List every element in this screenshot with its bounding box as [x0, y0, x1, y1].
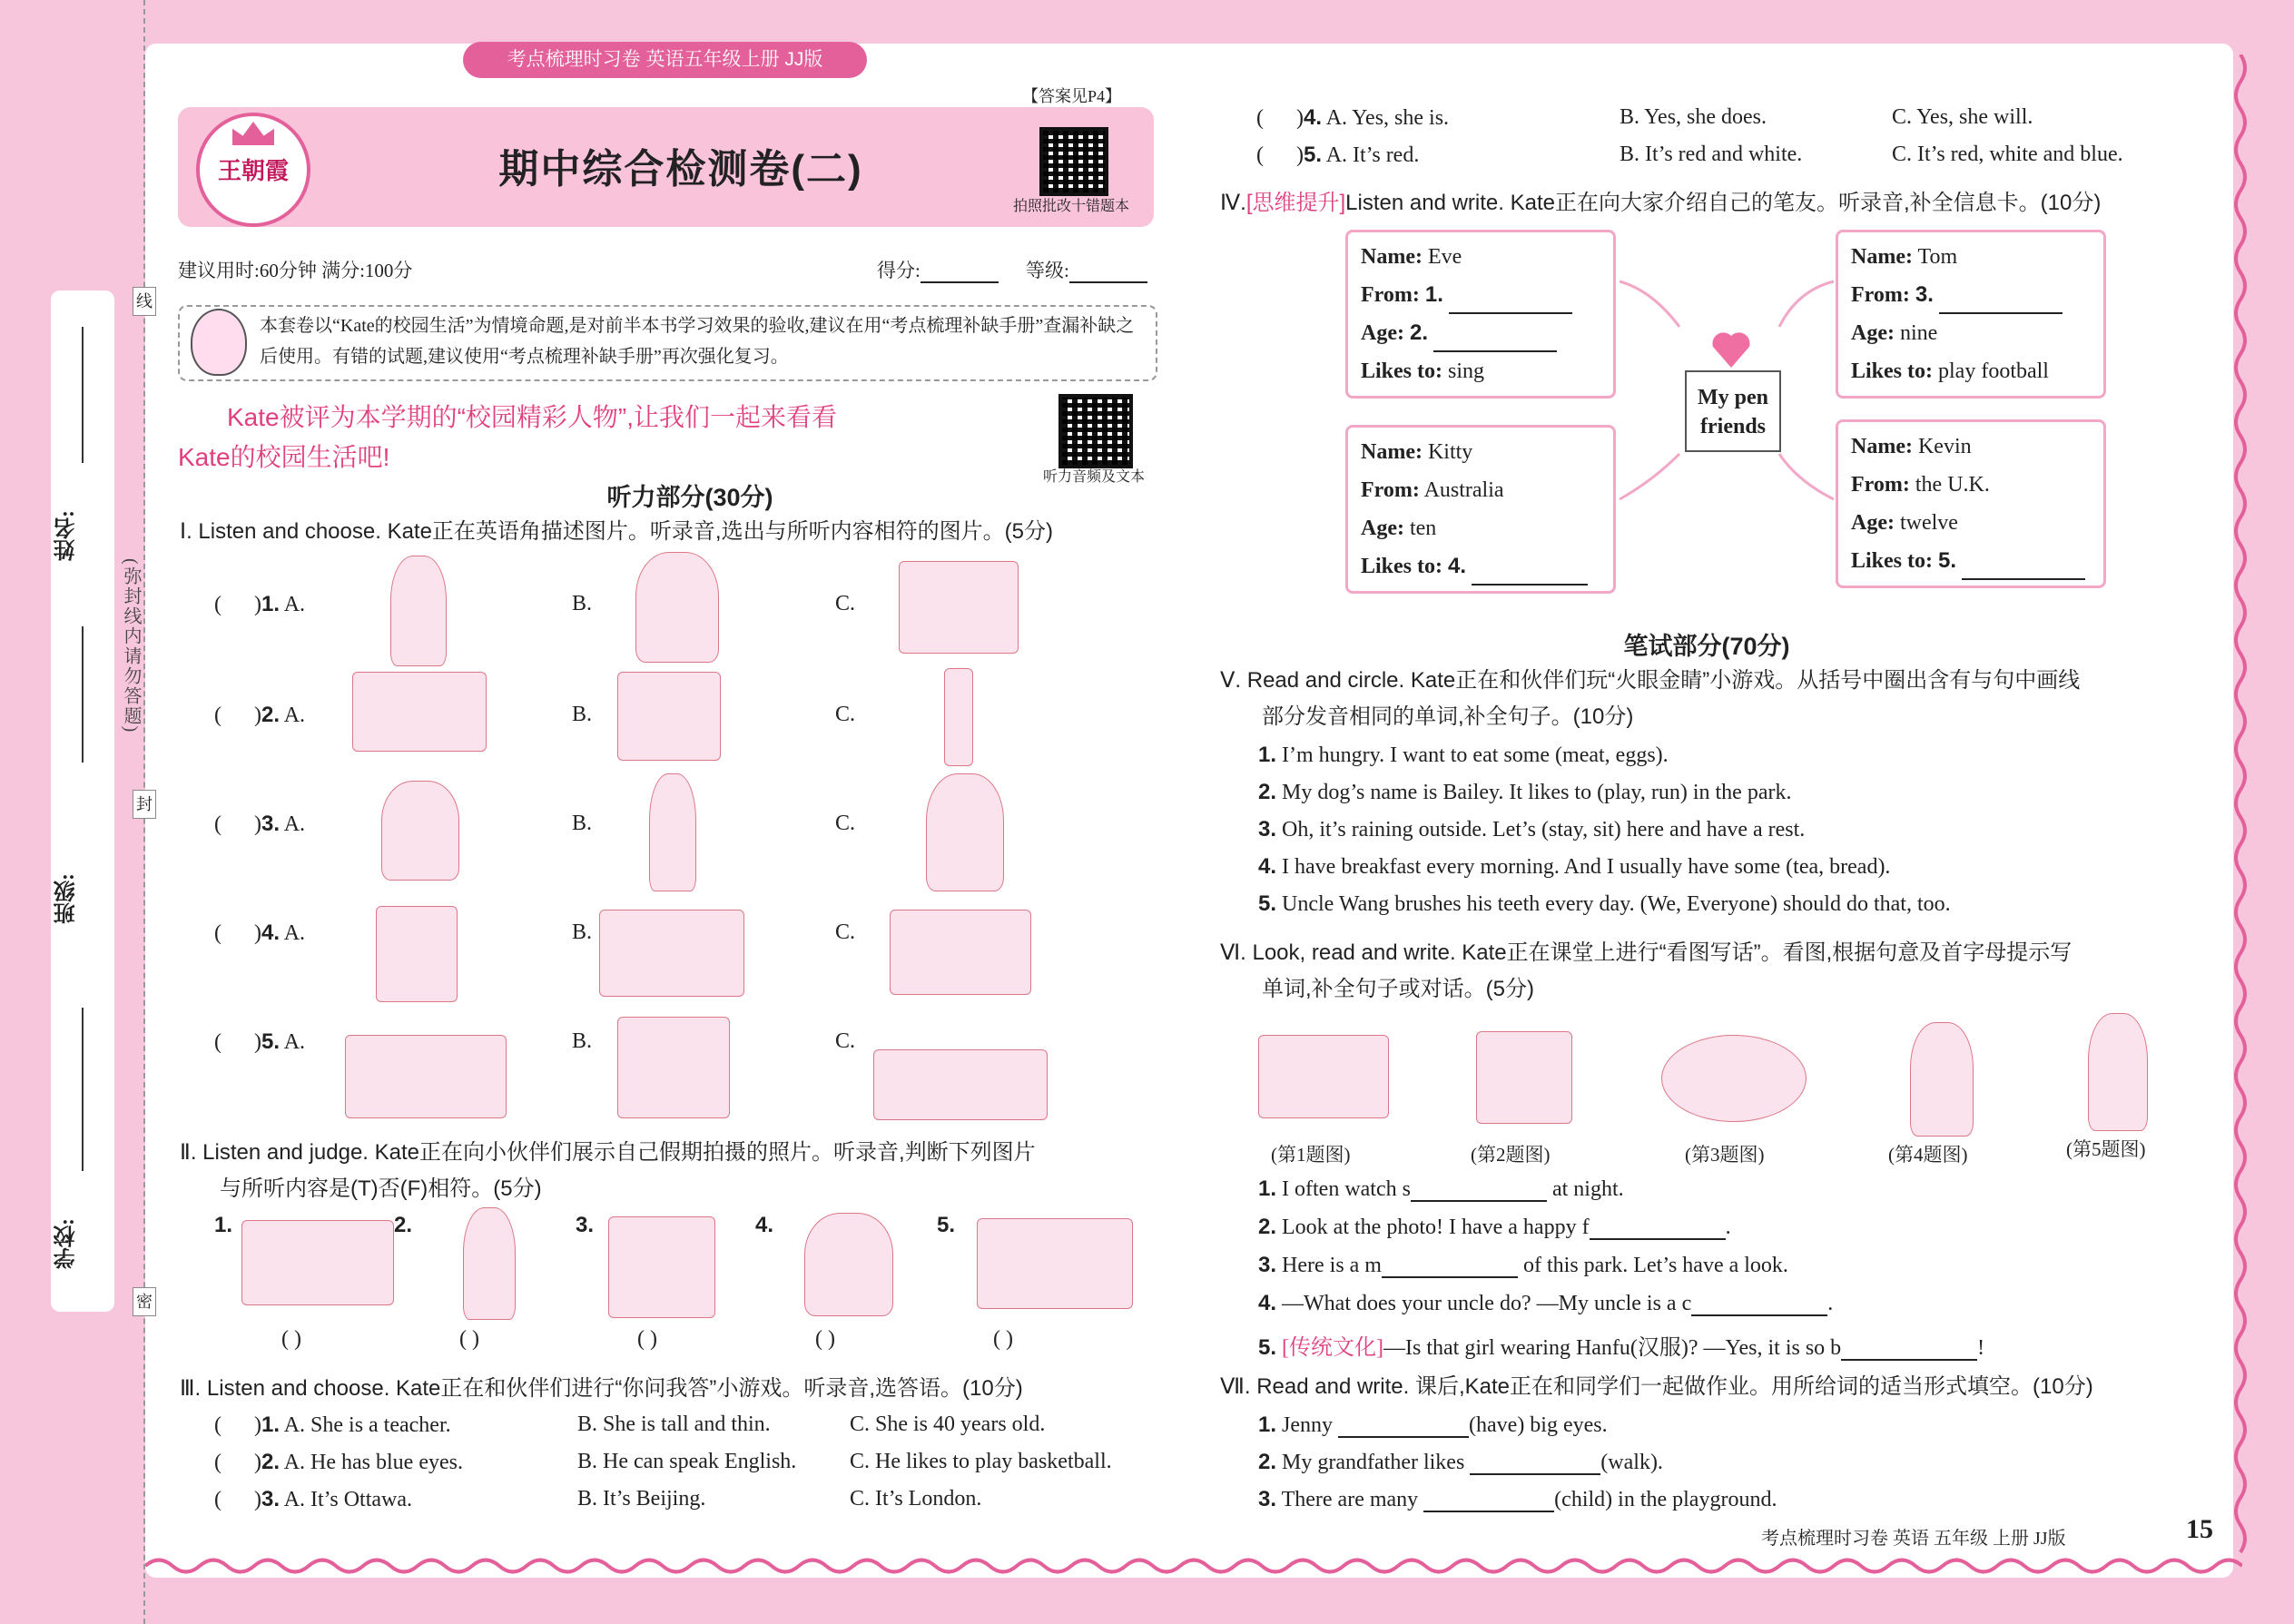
s2-answer-3[interactable]: ( ) [637, 1327, 657, 1351]
sydney-opera-house-picture[interactable] [352, 672, 487, 752]
capitol-stamp-picture[interactable] [376, 906, 458, 1002]
s2-answer-2[interactable]: ( ) [459, 1327, 479, 1351]
option-a: A. She is a teacher. [283, 1413, 451, 1437]
night-sky-picture[interactable] [1258, 1035, 1389, 1118]
s6-text: Here is a m [1282, 1254, 1382, 1277]
s3-row-3-c: C. It’s London. [850, 1487, 982, 1511]
s1-row-3[interactable]: ( )3. A. [214, 812, 306, 836]
s5-text: I’m hungry. I want to eat some (meat, eggs). [1282, 743, 1669, 767]
card-key: Likes to: [1361, 555, 1442, 578]
s6-num: 5. [1258, 1335, 1277, 1360]
gate-photo[interactable] [241, 1220, 394, 1305]
reading-girl-picture[interactable] [899, 561, 1019, 654]
s1-row-3-c: C. [835, 812, 856, 835]
school-write-line [82, 1008, 84, 1171]
s3-row-2[interactable]: ( )2. A. He has blue eyes. [214, 1450, 463, 1474]
s5-item-1[interactable] [1258, 743, 1669, 768]
s6-text-end: . [1827, 1292, 1834, 1315]
cut-mark-seal: 封 [133, 790, 156, 819]
qr-code-grading-icon[interactable] [1039, 127, 1108, 196]
option-a: A. He has blue eyes. [283, 1451, 463, 1474]
s2-num-4: 4. [755, 1213, 774, 1237]
pen-friend-card-eve [1345, 230, 1616, 399]
card-value: play football [1938, 359, 2049, 383]
intro-text: 本套卷以“Kate的校园生活”为情境命题,是对前半本书学习效果的验收,建议在用“考点梳理补缺手册”查漏补缺之后使用。有错的试题,建议使用“考点梳理补缺手册”再次强化复习。 [260, 316, 1135, 367]
s7-text-end: (child) in the playground. [1554, 1488, 1777, 1511]
option-a: A. [283, 921, 306, 945]
section-2-heading-1: Ⅱ. Listen and judge. Kate正在向小伙伴们展示自己假期拍摄的照片。听录音,判断下列图片 [180, 1140, 1036, 1165]
s1-row-3-b: B. [572, 812, 593, 835]
s5-num: 2. [1258, 780, 1277, 804]
cut-mark-line: 线 [133, 287, 156, 316]
card-value: ten [1409, 517, 1437, 540]
s1-row-2-c: C. [835, 703, 856, 726]
s7-item-1[interactable] [1258, 1412, 1608, 1438]
dancing-girl-picture[interactable] [635, 552, 719, 663]
score-field[interactable] [877, 256, 999, 283]
s1-row-5[interactable]: ( )5. A. [214, 1029, 306, 1054]
qr-caption-grading: 拍照批改十错题本 [1012, 199, 1129, 214]
s6-item-5[interactable] [1258, 1329, 1984, 1361]
s1-num: 2. [261, 703, 280, 727]
big-ben-picture[interactable] [944, 668, 973, 766]
s6-item-3[interactable] [1258, 1253, 1788, 1278]
girl-photo[interactable] [463, 1207, 516, 1320]
s6-caption-3: (第3题图) [1685, 1144, 1765, 1166]
logo-text: 王朝霞 [217, 158, 289, 184]
section-6-heading-2: 单词,补全句子或对话。(5分) [1262, 977, 1534, 1001]
card-key: From: [1361, 478, 1420, 502]
s7-text: There are many [1281, 1488, 1424, 1511]
card-key: Likes to: [1851, 359, 1933, 383]
s6-num: 1. [1258, 1176, 1277, 1201]
answer-blank[interactable] [1939, 312, 2063, 314]
birthday-card-picture[interactable] [890, 910, 1031, 995]
section-2-heading-2: 与所听内容是(T)否(F)相符。(5分) [220, 1176, 542, 1201]
heart-icon [1708, 327, 1754, 372]
s3-row-2-b: B. He can speak English. [577, 1450, 797, 1473]
s3-num: 2. [261, 1450, 280, 1474]
card-value: nine [1899, 321, 1938, 345]
saluting-officer-photo[interactable] [804, 1213, 893, 1316]
park-map-picture[interactable] [1661, 1035, 1807, 1122]
page-number: 15 [2186, 1514, 2213, 1544]
pen-friend-card-kitty [1345, 425, 1616, 594]
grade-field[interactable] [1026, 256, 1147, 283]
name-write-line [82, 327, 84, 463]
s7-text: Jenny [1282, 1413, 1339, 1437]
school-label: 学校: [55, 1218, 79, 1269]
answer-reference: 【答案见P4】 [1022, 87, 1122, 105]
card-key: From: [1851, 283, 1910, 307]
s6-text: I often watch s [1282, 1177, 1411, 1201]
golden-gate-bridge-picture[interactable] [617, 672, 721, 761]
qr-code-audio-icon[interactable] [1058, 394, 1133, 468]
s1-row-1-c: C. [835, 592, 856, 615]
s5-item-2[interactable] [1258, 780, 1791, 805]
option-a: A. [283, 704, 306, 727]
s1-row-4-b: B. [572, 920, 593, 944]
town-map-picture[interactable] [599, 910, 744, 997]
section-5-heading-1: Ⅴ. Read and circle. Kate正在和伙伴们玩“火眼金睛”小游戏。从括号中圈出含有与句中画线 [1220, 668, 2081, 693]
police-officer-picture[interactable] [926, 773, 1004, 891]
s3-row-3[interactable]: ( )3. A. It’s Ottawa. [214, 1487, 412, 1511]
s6-item-2[interactable] [1258, 1215, 1731, 1240]
name-label: 姓名: [55, 510, 79, 561]
doctor-picture[interactable] [649, 773, 696, 891]
cut-mark-secret: 密 [133, 1287, 156, 1316]
card-key: Age: [1851, 511, 1895, 535]
class-write-line [82, 626, 84, 763]
card-value: sing [1448, 359, 1485, 383]
grade-label: 等级: [1026, 260, 1069, 281]
s7-item-2[interactable] [1258, 1450, 1663, 1475]
s7-text-end: (have) big eyes. [1469, 1413, 1608, 1437]
s5-item-3[interactable] [1258, 817, 1805, 842]
s5-text: Uncle Wang brushes his teeth every day. (We, Everyone) should do that, too. [1282, 892, 1951, 916]
s2-num-3: 3. [576, 1213, 595, 1237]
s2-answer-4[interactable]: ( ) [815, 1327, 835, 1351]
s3-num: 1. [261, 1412, 280, 1437]
card-key: Likes to: [1851, 549, 1933, 573]
culture-tag: [传统文化] [1282, 1336, 1383, 1360]
s1-row-5-c: C. [835, 1029, 856, 1053]
card-key: From: [1851, 473, 1910, 497]
section-4-heading [1220, 185, 2101, 221]
section-3-heading: Ⅲ. Listen and choose. Kate正在和伙伴们进行“你问我答”小游戏。听录音,选答语。(10分) [180, 1376, 1023, 1401]
seal-notice: (弥封线内请勿答题) [121, 558, 141, 734]
s6-num: 4. [1258, 1291, 1277, 1315]
card-key: Name: [1851, 245, 1913, 269]
card-value: Australia [1423, 478, 1504, 502]
card-key: Age: [1851, 321, 1895, 345]
brand-logo [196, 113, 310, 227]
s6-text: Look at the photo! I have a happy f [1282, 1216, 1590, 1239]
thinking-tag: [思维提升] [1245, 191, 1346, 215]
s1-row-1[interactable]: ( )1. A. [214, 592, 306, 616]
kate-intro-line-1: Kate被评为本学期的“校园精彩人物”,让我们一起来看看 [227, 403, 838, 431]
s6-num: 3. [1258, 1253, 1277, 1277]
answer-blank[interactable] [1382, 1276, 1518, 1278]
s3-row-5-c: C. It’s red, white and blue. [1892, 143, 2123, 166]
cn-tower-picture[interactable] [617, 1017, 730, 1118]
card-key: From: [1361, 283, 1420, 307]
girl-with-red-bow-picture[interactable] [390, 556, 447, 666]
pen-friend-card-kevin [1836, 419, 2106, 588]
section-6-heading-1: Ⅵ. Look, read and write. Kate正在课堂上进行“看图写话”。看图,根据句意及首字母提示写 [1220, 940, 2072, 965]
card-key: Likes to: [1361, 359, 1442, 383]
s3-row-5[interactable]: ( )5. A. It’s red. [1256, 143, 1420, 167]
s3-num: 3. [261, 1487, 280, 1511]
card-value: the U.K. [1915, 473, 1990, 497]
s2-answer-5[interactable]: ( ) [993, 1327, 1013, 1351]
s5-num: 4. [1258, 854, 1277, 879]
s3-num: 5. [1303, 143, 1322, 167]
card-value: Kitty [1427, 440, 1473, 464]
s3-row-5-b: B. It’s red and white. [1620, 143, 1803, 166]
girl-face-icon [191, 309, 247, 376]
blank-number: 1. [1424, 282, 1443, 307]
wavy-border-bottom [145, 1554, 2242, 1578]
qr-caption-audio: 听力音频及文本 [1042, 469, 1145, 485]
s7-num: 3. [1258, 1487, 1277, 1511]
s5-text: I have breakfast every morning. And I usually have some (tea, bread). [1282, 855, 1891, 879]
answer-blank[interactable] [1470, 1473, 1600, 1475]
s3-row-4-c: C. Yes, she will. [1892, 105, 2033, 129]
kite-flying-photo[interactable] [977, 1218, 1133, 1309]
s6-text-end: at night. [1546, 1177, 1624, 1201]
answer-blank[interactable] [1338, 1436, 1469, 1438]
s2-answer-1[interactable]: ( ) [281, 1327, 301, 1351]
score-blank[interactable] [921, 281, 999, 283]
answer-blank[interactable] [1411, 1200, 1547, 1202]
great-wall-picture[interactable] [873, 1049, 1048, 1120]
s5-num: 5. [1258, 891, 1277, 916]
s1-row-2-b: B. [572, 703, 593, 726]
s6-item-1[interactable] [1258, 1176, 1624, 1202]
blank-number: 2. [1409, 320, 1428, 345]
s1-num: 4. [261, 920, 280, 945]
helmet-worker-picture[interactable] [381, 781, 459, 881]
section-5-heading-2: 部分发音相同的单词,补全句子。(10分) [1262, 704, 1634, 729]
series-header-tab: 考点梳理时习卷 英语五年级上册 JJ版 [463, 42, 867, 78]
s1-row-4[interactable]: ( )4. A. [214, 920, 306, 945]
option-a: A. [283, 812, 306, 836]
s7-num: 2. [1258, 1450, 1277, 1474]
option-a: A. [283, 593, 306, 616]
s3-row-4-b: B. Yes, she does. [1620, 105, 1767, 129]
card-value: Tom [1917, 245, 1958, 269]
pen-friends-center: My pen friends [1685, 370, 1781, 452]
s2-num-2: 2. [394, 1213, 413, 1237]
answer-blank[interactable] [1472, 584, 1588, 586]
s6-item-4[interactable] [1258, 1291, 1833, 1316]
s2-num-5: 5. [937, 1213, 956, 1237]
s5-num: 1. [1258, 743, 1277, 767]
card-key: Name: [1361, 440, 1423, 464]
option-a: A. It’s Ottawa. [283, 1488, 412, 1511]
grade-blank[interactable] [1069, 281, 1147, 283]
s7-item-3[interactable] [1258, 1487, 1777, 1512]
s6-caption-1: (第1题图) [1271, 1144, 1351, 1166]
page-title: 期中综合检测卷(二) [498, 147, 863, 192]
family-photo-picture[interactable] [1476, 1031, 1572, 1124]
score-label: 得分: [877, 260, 921, 281]
s1-row-4-c: C. [835, 920, 856, 944]
writing-section-title: 笔试部分(70分) [1623, 633, 1790, 660]
s6-num: 2. [1258, 1215, 1277, 1239]
crown-icon [232, 122, 274, 145]
section-1-heading: Ⅰ. Listen and choose. Kate正在英语角描述图片。听录音,选出与所听内容相符的图片。(5分) [180, 519, 1053, 544]
answer-blank[interactable] [1590, 1238, 1726, 1240]
s3-row-1-c: C. She is 40 years old. [850, 1412, 1046, 1436]
s7-text-end: (walk). [1600, 1451, 1663, 1474]
s7-num: 1. [1258, 1412, 1277, 1437]
s5-text: Oh, it’s raining outside. Let’s (stay, sit) here and have a rest. [1282, 818, 1806, 842]
card-value: Eve [1427, 245, 1462, 269]
option-a: A. Yes, she is. [1325, 106, 1450, 130]
answer-blank[interactable] [1962, 578, 2085, 580]
s6-text-end: ! [1977, 1336, 1985, 1360]
chef-picture[interactable] [1910, 1022, 1974, 1137]
answer-blank[interactable] [1841, 1359, 1977, 1361]
blank-number: 3. [1915, 282, 1934, 307]
option-a: A. It’s red. [1325, 143, 1420, 167]
s1-row-1-b: B. [572, 592, 593, 615]
s6-text-end: . [1725, 1216, 1731, 1239]
s5-text: My dog’s name is Bailey. It likes to (play, run) in the park. [1282, 781, 1792, 804]
page-footer: 考点梳理时习卷 英语 五年级 上册 JJ版 [1761, 1529, 2066, 1549]
clock-tower-photo[interactable] [608, 1216, 715, 1318]
option-a: A. [283, 1030, 306, 1054]
listening-section-title: 听力部分(30分) [606, 484, 773, 511]
s3-row-1[interactable]: ( )1. A. She is a teacher. [214, 1412, 451, 1437]
s5-num: 3. [1258, 817, 1277, 842]
s6-text: —Is that girl wearing Hanfu(汉服)? —Yes, it is so b [1383, 1336, 1842, 1360]
s3-row-4[interactable]: ( )4. A. Yes, she is. [1256, 105, 1450, 130]
s1-num: 1. [261, 592, 280, 616]
class-label: 班级: [55, 873, 79, 924]
s3-num: 4. [1303, 105, 1322, 130]
s5-item-4[interactable] [1258, 854, 1890, 880]
s6-text: —What does your uncle do? —My uncle is a c [1282, 1292, 1692, 1315]
s4-number: Ⅳ. [1220, 191, 1246, 215]
card-key: Age: [1361, 321, 1404, 345]
s6-caption-4: (第4题图) [1888, 1144, 1968, 1166]
card-key: Age: [1361, 517, 1404, 540]
s1-num: 3. [261, 812, 280, 836]
s6-caption-5: (第5题图) [2066, 1138, 2146, 1160]
time-score-info: 建议用时:60分钟 满分:100分 [178, 260, 413, 281]
s1-num: 5. [261, 1029, 280, 1054]
s6-text-end: of this park. Let’s have a look. [1517, 1254, 1788, 1277]
binding-strip [51, 290, 114, 1312]
white-house-picture[interactable] [345, 1035, 507, 1118]
s4-instructions: Listen and write. Kate正在向大家介绍自己的笔友。听录音,补全信息卡。(10分) [1345, 191, 2102, 215]
s3-row-2-c: C. He likes to play basketball. [850, 1450, 1112, 1473]
s7-text: My grandfather likes [1282, 1451, 1471, 1474]
pen-friend-card-tom [1836, 230, 2106, 399]
answer-blank[interactable] [1691, 1314, 1827, 1316]
wavy-border-right [2231, 54, 2250, 1570]
s1-row-2[interactable]: ( )2. A. [214, 703, 306, 727]
card-key: Name: [1851, 435, 1913, 458]
s3-row-3-b: B. It’s Beijing. [577, 1487, 706, 1511]
s3-row-1-b: B. She is tall and thin. [577, 1412, 771, 1436]
s6-caption-2: (第2题图) [1471, 1144, 1551, 1166]
card-value: twelve [1899, 511, 1958, 535]
card-key: Name: [1361, 245, 1423, 269]
blank-number: 4. [1448, 554, 1467, 578]
s1-row-5-b: B. [572, 1029, 593, 1053]
section-7-heading: Ⅶ. Read and write. 课后,Kate正在和同学们一起做作业。用所给词的适当形式填空。(10分) [1220, 1374, 2093, 1399]
blank-number: 5. [1938, 548, 1957, 573]
card-value: Kevin [1917, 435, 1972, 458]
s2-num-1: 1. [214, 1213, 233, 1237]
kate-intro-line-2: Kate的校园生活吧! [178, 443, 390, 471]
s5-item-5[interactable] [1258, 891, 1951, 917]
hanfu-girl-picture[interactable] [2088, 1013, 2148, 1131]
answer-blank[interactable] [1423, 1511, 1554, 1512]
